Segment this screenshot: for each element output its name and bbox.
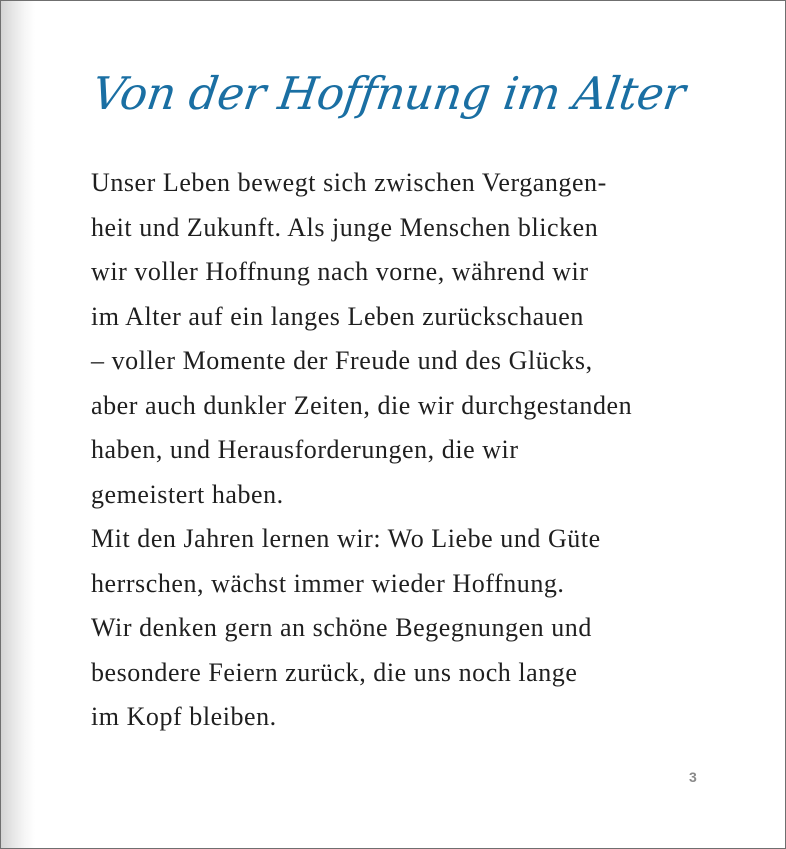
text-line: heit und Zukunft. Als junge Menschen blicken [91, 212, 599, 242]
text-line: Wir denken gern an schöne Begegnungen und [91, 613, 592, 642]
text-line: wir voller Hoffnung nach vorne, während wir [91, 257, 589, 286]
text-line: im Kopf bleiben. [91, 702, 277, 731]
text-line: herrschen, wächst immer wieder Hoffnung. [91, 568, 565, 598]
page-number: 3 [689, 769, 697, 785]
text-line: gemeistert haben. [91, 479, 284, 509]
page-title: Von der Hoffnung im Alter [89, 67, 689, 120]
page-gutter-shadow [1, 1, 35, 848]
text-line: aber auch dunkler Zeiten, die wir durchgestanden [91, 390, 633, 420]
text-line: haben, und Herausforderungen, die wir [91, 435, 519, 464]
text-line: Mit den Jahren lernen wir: Wo Liebe und Güte [91, 524, 601, 553]
text-line: Unser Leben bewegt sich zwischen Vergangen- [91, 168, 607, 197]
text-line: im Alter auf ein langes Leben zurückschauen [91, 301, 584, 331]
text-line: – voller Momente der Freude und des Glücks, [91, 346, 593, 375]
body-text [91, 161, 741, 740]
text-line: besondere Feiern zurück, die uns noch lange [91, 657, 578, 687]
